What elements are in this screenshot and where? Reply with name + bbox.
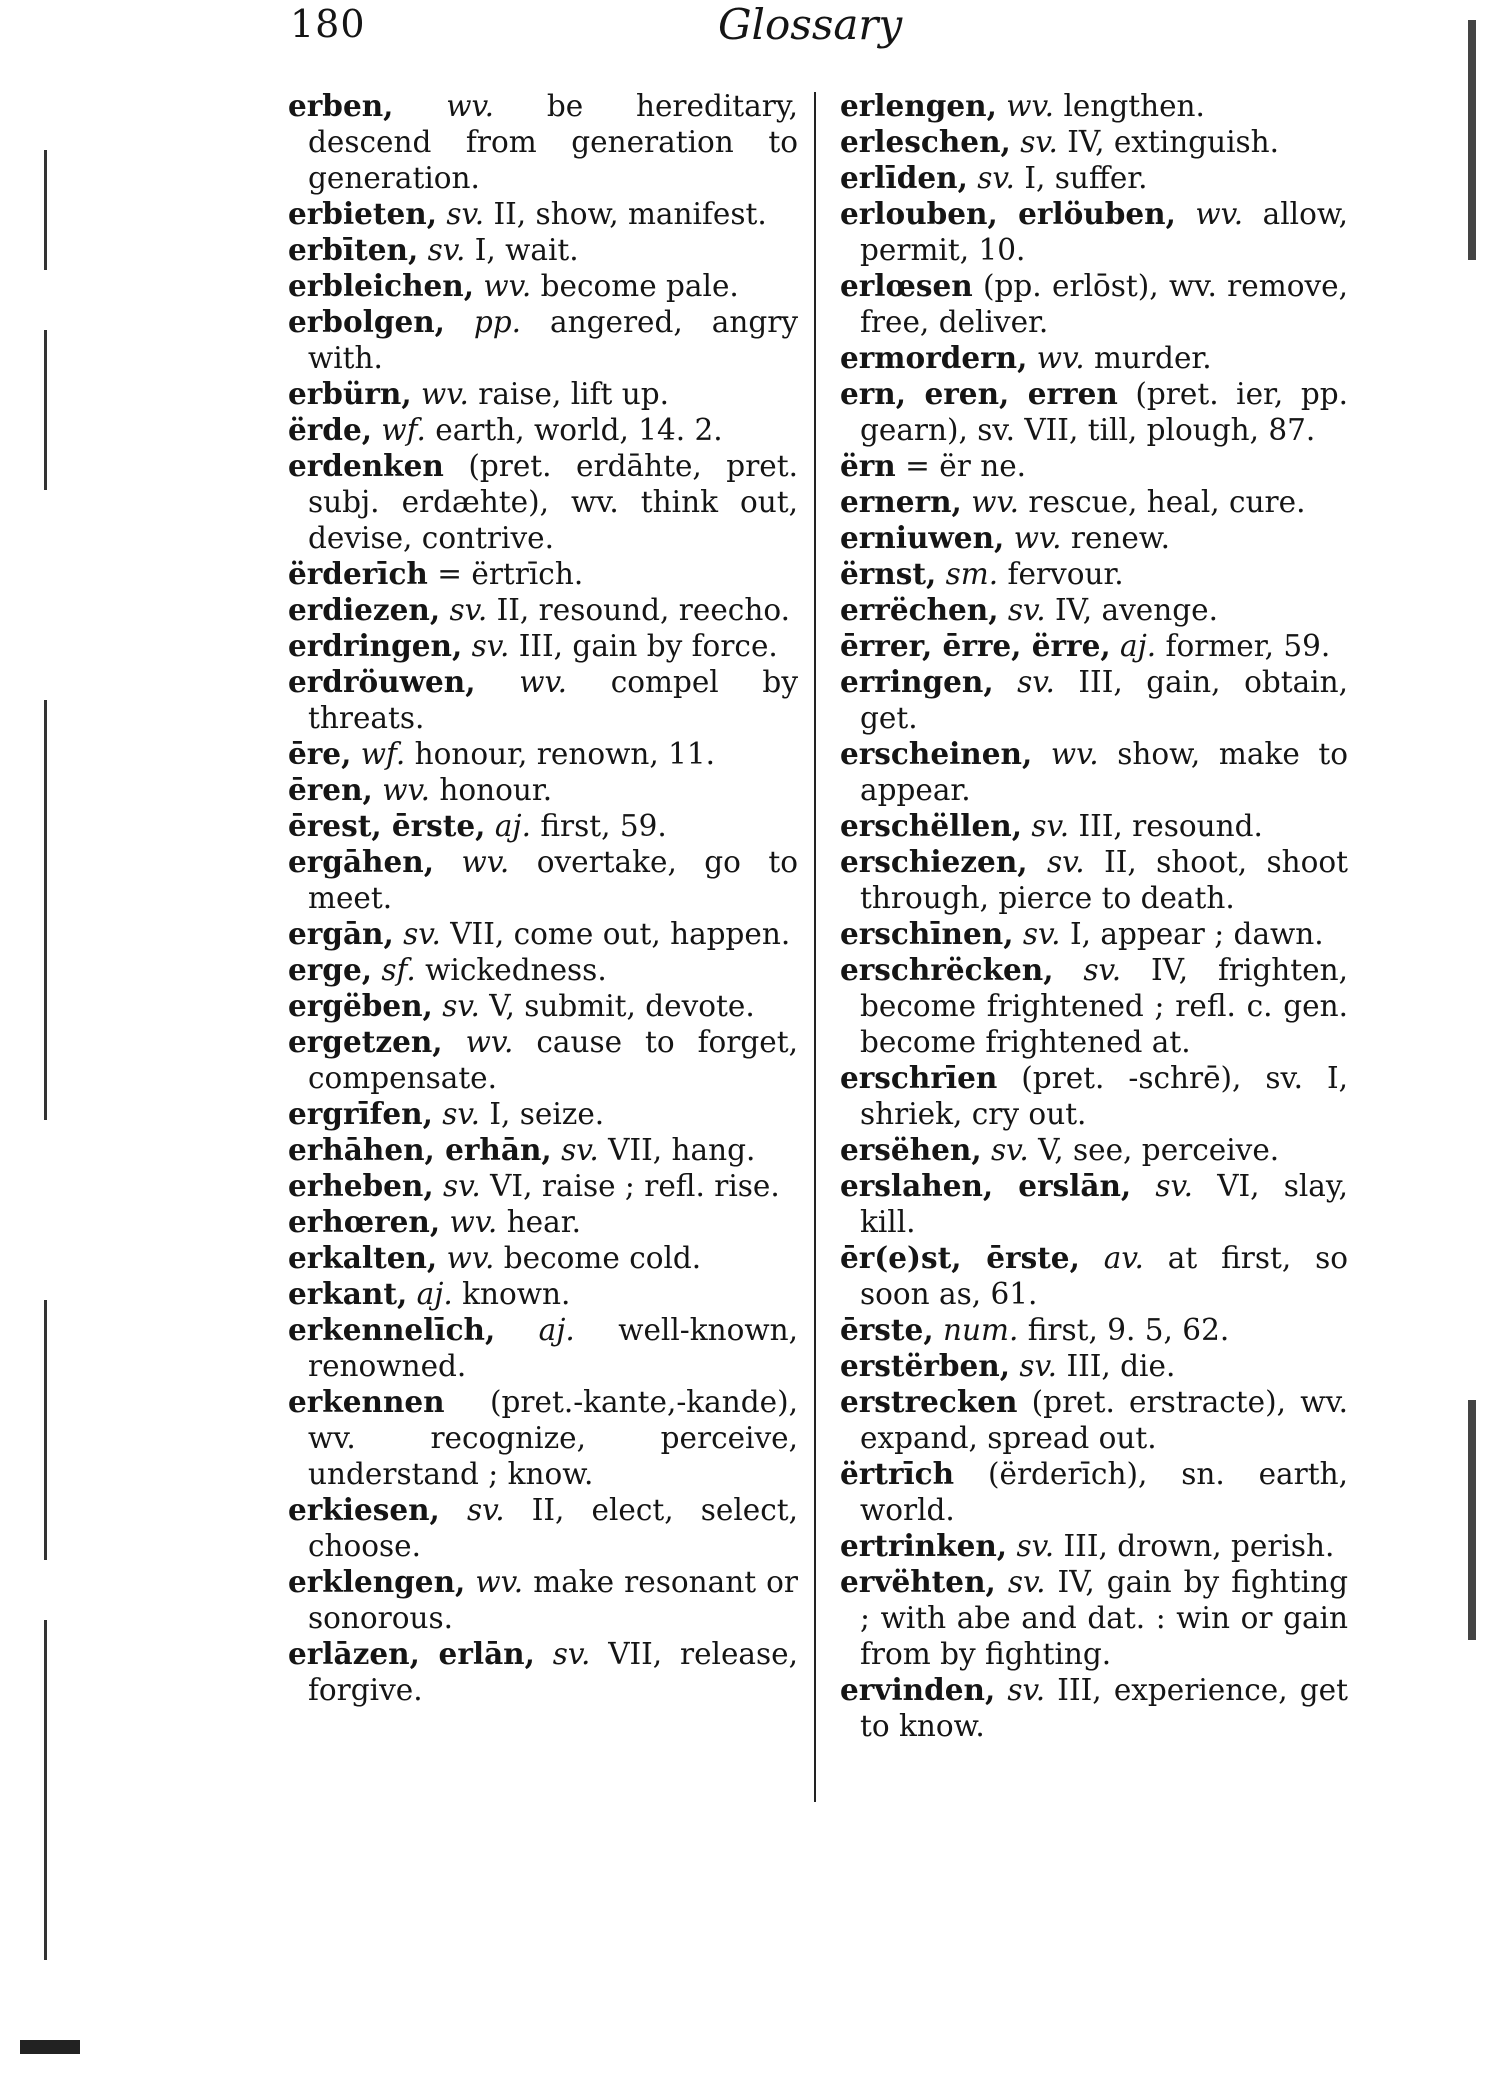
headword: erben, xyxy=(288,88,394,123)
glossary-entry xyxy=(288,1096,798,1132)
grammar-label: pp. xyxy=(473,305,522,339)
grammar-label: wv. xyxy=(421,377,469,411)
glossary-entry xyxy=(288,1240,798,1276)
definition: cause to forget, compensate. xyxy=(308,1025,798,1095)
grammar-label: sv. xyxy=(427,233,466,267)
grammar-label: sv. xyxy=(1007,1565,1046,1599)
glossary-entry xyxy=(288,304,798,376)
headword: ërderīch xyxy=(288,556,428,591)
definition: II, shoot, shoot through, pierce to death. xyxy=(860,845,1348,915)
glossary-entry xyxy=(288,268,798,304)
glossary-entry xyxy=(840,1168,1348,1240)
definition: VI, raise ; refl. rise. xyxy=(490,1169,780,1203)
headword: ērrer, ērre, ërre, xyxy=(840,628,1111,663)
glossary-entry xyxy=(288,1276,798,1312)
glossary-entry xyxy=(840,916,1348,952)
headword: erschiezen, xyxy=(840,844,1028,879)
glossary-entry xyxy=(840,664,1348,736)
definition: raise, lift up. xyxy=(478,377,669,411)
headword: ërnst, xyxy=(840,556,937,591)
headword: erbieten, xyxy=(288,196,438,231)
grammar-label: wf. xyxy=(360,737,406,771)
glossary-entry xyxy=(288,232,798,268)
grammar-label: wv. xyxy=(1013,521,1062,555)
glossary-entry xyxy=(840,952,1348,1060)
grammar-label: wv. xyxy=(475,1565,524,1599)
definition: allow, permit, 10. xyxy=(860,197,1348,267)
headword: erkennelīch, xyxy=(288,1312,496,1347)
definition: be hereditary, descend from generation to generation. xyxy=(308,89,798,195)
definition: = ër ne. xyxy=(905,449,1027,483)
glossary-entry xyxy=(288,88,798,196)
scan-margin-mark xyxy=(1468,1400,1476,1640)
headword: erkalten, xyxy=(288,1240,438,1275)
glossary-entry xyxy=(288,1132,798,1168)
headword: ēre, xyxy=(288,736,352,771)
headword: erhœren, xyxy=(288,1204,441,1239)
glossary-entry xyxy=(840,556,1348,592)
grammar-label: aj. xyxy=(416,1277,453,1311)
definition: angered, angry with. xyxy=(308,305,798,375)
headword: ergān, xyxy=(288,916,394,951)
definition: (pret.-kante,-kande), wv. recognize, perceive, understand ; know. xyxy=(308,1385,798,1491)
headword: erslahen, erslān, xyxy=(840,1168,1132,1203)
glossary-entry xyxy=(288,376,798,412)
headword: erringen, xyxy=(840,664,994,699)
grammar-label: aj. xyxy=(1120,629,1157,663)
page-number: 180 xyxy=(290,2,366,46)
glossary-entry xyxy=(288,1204,798,1240)
grammar-label: sv. xyxy=(1155,1169,1194,1203)
grammar-label: sv. xyxy=(1020,125,1058,159)
definition: VI, slay, kill. xyxy=(860,1169,1348,1239)
glossary-entry xyxy=(288,556,798,592)
definition: honour. xyxy=(439,773,553,807)
grammar-label: num. xyxy=(942,1313,1019,1347)
definition: I, seize. xyxy=(489,1097,605,1131)
headword: ern, eren, erren xyxy=(840,376,1118,411)
glossary-entry xyxy=(840,628,1348,664)
definition: (pret. erstracte), wv. expand, spread out. xyxy=(860,1385,1348,1455)
grammar-label: wv. xyxy=(465,1025,514,1059)
definition: well-known, renowned. xyxy=(308,1313,798,1383)
headword: erkiesen, xyxy=(288,1492,440,1527)
glossary-entry xyxy=(288,412,798,448)
definition: show, make to appear. xyxy=(860,737,1348,807)
grammar-label: sv. xyxy=(442,1097,480,1131)
definition: (ërderīch), sn. earth, world. xyxy=(860,1457,1348,1527)
glossary-entry xyxy=(288,916,798,952)
definition: murder. xyxy=(1093,341,1212,375)
headword: erniuwen, xyxy=(840,520,1005,555)
glossary-entry xyxy=(840,448,1348,484)
glossary-entry xyxy=(840,808,1348,844)
headword: erlengen, xyxy=(840,88,997,123)
grammar-label: aj. xyxy=(538,1313,575,1347)
headword: erlouben, erlöuben, xyxy=(840,196,1176,231)
scan-margin-mark xyxy=(44,1620,47,1960)
headword: erstërben, xyxy=(840,1348,1010,1383)
grammar-label: sv. xyxy=(1016,1529,1055,1563)
glossary-entry xyxy=(288,1492,798,1564)
grammar-label: sv. xyxy=(1046,845,1085,879)
definition: become cold. xyxy=(503,1241,702,1275)
grammar-label: sv. xyxy=(443,1169,481,1203)
glossary-entry xyxy=(840,124,1348,160)
headword: ërde, xyxy=(288,412,372,447)
grammar-label: sf. xyxy=(381,953,416,987)
headword: erstrecken xyxy=(840,1384,1018,1419)
definition: II, elect, select, choose. xyxy=(308,1493,798,1563)
definition: honour, renown, 11. xyxy=(414,737,716,771)
glossary-entry xyxy=(840,160,1348,196)
headword: erbolgen, xyxy=(288,304,445,339)
glossary-entry xyxy=(288,988,798,1024)
grammar-label: sv. xyxy=(449,593,488,627)
headword: erscheinen, xyxy=(840,736,1033,771)
definition: (pp. erlōst), wv. remove, free, deliver. xyxy=(860,269,1348,339)
glossary-entry xyxy=(288,1168,798,1204)
definition: IV, frighten, become frightened ; refl. c. gen. become frightened at. xyxy=(860,953,1348,1059)
headword: errëchen, xyxy=(840,592,999,627)
headword: erbīten, xyxy=(288,232,419,267)
grammar-label: wv. xyxy=(1006,89,1055,123)
grammar-label: wv. xyxy=(971,485,1019,519)
glossary-entry xyxy=(840,1384,1348,1456)
definition: III, drown, perish. xyxy=(1063,1529,1335,1563)
glossary-entry xyxy=(840,592,1348,628)
glossary-entry xyxy=(840,340,1348,376)
definition: known. xyxy=(462,1277,571,1311)
grammar-label: wv. xyxy=(446,1241,495,1275)
glossary-column-right xyxy=(840,88,1348,1744)
headword: ēr(e)st, ērste, xyxy=(840,1240,1080,1275)
glossary-entry xyxy=(288,952,798,988)
definition: IV, gain by fighting ; with abe and dat. : win or gain from by fighting. xyxy=(860,1565,1348,1671)
grammar-label: sv. xyxy=(1007,593,1046,627)
definition: first, 59. xyxy=(540,809,667,843)
grammar-label: wv. xyxy=(483,269,532,303)
definition: first, 9. 5, 62. xyxy=(1027,1313,1230,1347)
headword: ërn xyxy=(840,448,896,483)
definition: III, resound. xyxy=(1078,809,1263,843)
headword: erlīden, xyxy=(840,160,968,195)
definition: III, experience, get to know. xyxy=(860,1673,1348,1743)
glossary-entry xyxy=(288,592,798,628)
glossary-entry xyxy=(840,1564,1348,1672)
headword: erdröuwen, xyxy=(288,664,476,699)
headword: ergetzen, xyxy=(288,1024,443,1059)
definition: III, gain, obtain, get. xyxy=(860,665,1348,735)
headword: erschīnen, xyxy=(840,916,1014,951)
grammar-label: sv. xyxy=(471,629,510,663)
glossary-entry xyxy=(840,88,1348,124)
scan-margin-mark xyxy=(44,150,47,270)
headword: erleschen, xyxy=(840,124,1011,159)
headword: ērest, ērste, xyxy=(288,808,486,843)
definition: become pale. xyxy=(540,269,739,303)
grammar-label: sv. xyxy=(1083,953,1122,987)
headword: ervëhten, xyxy=(840,1564,996,1599)
definition: wickedness. xyxy=(425,953,607,987)
glossary-entry xyxy=(840,196,1348,268)
headword: ergrīfen, xyxy=(288,1096,433,1131)
definition: (pret. ier, pp. gearn), sv. VII, till, plough, 87. xyxy=(860,377,1348,447)
glossary-entry xyxy=(840,1528,1348,1564)
glossary-entry xyxy=(288,808,798,844)
definition: hear. xyxy=(506,1205,581,1239)
definition: (pret. erdāhte, pret. subj. erdæhte), wv. think out, devise, contrive. xyxy=(308,449,798,555)
headword: erlœsen xyxy=(840,268,973,303)
glossary-entry xyxy=(840,1348,1348,1384)
grammar-label: sv. xyxy=(403,917,441,951)
grammar-label: sv. xyxy=(442,989,480,1023)
definition: lengthen. xyxy=(1063,89,1205,123)
headword: ērste, xyxy=(840,1312,934,1347)
definition: fervour. xyxy=(1007,557,1124,591)
grammar-label: sv. xyxy=(466,1493,505,1527)
glossary-entry xyxy=(288,772,798,808)
glossary-entry xyxy=(840,736,1348,808)
grammar-label: wv. xyxy=(449,1205,498,1239)
glossary-entry xyxy=(840,1060,1348,1132)
headword: erdringen, xyxy=(288,628,463,663)
grammar-label: wv. xyxy=(1195,197,1244,231)
grammar-label: sv. xyxy=(977,161,1015,195)
glossary-entry xyxy=(288,448,798,556)
grammar-label: wv. xyxy=(1036,341,1085,375)
grammar-label: sv. xyxy=(552,1637,591,1671)
grammar-label: sv. xyxy=(446,197,485,231)
grammar-label: wf. xyxy=(381,413,426,447)
headword: erschrīen xyxy=(840,1060,998,1095)
headword: erge, xyxy=(288,952,372,987)
grammar-label: sv. xyxy=(1031,809,1070,843)
glossary-column-left xyxy=(288,88,798,1708)
headword: erschrëcken, xyxy=(840,952,1054,987)
glossary-entry xyxy=(288,628,798,664)
grammar-label: wv. xyxy=(519,665,567,699)
headword: ēren, xyxy=(288,772,373,807)
definition: II, resound, reecho. xyxy=(496,593,790,627)
column-divider xyxy=(814,92,816,1802)
glossary-entry xyxy=(840,1312,1348,1348)
definition: (pret. -schrē), sv. I, shriek, cry out. xyxy=(860,1061,1348,1131)
glossary-entry xyxy=(840,1132,1348,1168)
definition: make resonant or sonorous. xyxy=(308,1565,798,1635)
definition: rescue, heal, cure. xyxy=(1028,485,1306,519)
definition: VII, release, forgive. xyxy=(308,1637,798,1707)
headword: erheben, xyxy=(288,1168,434,1203)
definition: = ërtrīch. xyxy=(437,557,584,591)
scan-margin-mark xyxy=(44,700,47,1120)
glossary-entry xyxy=(840,520,1348,556)
glossary-entry xyxy=(288,1564,798,1636)
definition: I, wait. xyxy=(474,233,579,267)
definition: III, die. xyxy=(1066,1349,1176,1383)
headword: erschëllen, xyxy=(840,808,1022,843)
glossary-entry xyxy=(840,1672,1348,1744)
grammar-label: sm. xyxy=(945,557,999,591)
grammar-label: wv. xyxy=(446,89,495,123)
glossary-entry xyxy=(840,844,1348,916)
definition: I, suffer. xyxy=(1024,161,1148,195)
headword: erhāhen, erhān, xyxy=(288,1132,552,1167)
glossary-entry xyxy=(288,1024,798,1096)
definition: III, gain by force. xyxy=(518,629,778,663)
grammar-label: sv. xyxy=(1022,917,1061,951)
grammar-label: sv. xyxy=(1017,665,1055,699)
definition: at first, so soon as, 61. xyxy=(860,1241,1348,1311)
glossary-entry xyxy=(288,664,798,736)
glossary-entry xyxy=(288,1312,798,1384)
grammar-label: sv. xyxy=(991,1133,1029,1167)
glossary-entry xyxy=(840,1456,1348,1528)
headword: erdiezen, xyxy=(288,592,441,627)
headword: erlāzen, erlān, xyxy=(288,1636,535,1671)
grammar-label: sv. xyxy=(1019,1349,1058,1383)
glossary-entry xyxy=(840,484,1348,520)
headword: ersëhen, xyxy=(840,1132,982,1167)
scan-corner-mark xyxy=(20,2040,80,2054)
headword: ergāhen, xyxy=(288,844,434,879)
headword: ërtrīch xyxy=(840,1456,955,1491)
headword: erkennen xyxy=(288,1384,445,1419)
grammar-label: wv. xyxy=(461,845,510,879)
glossary-entry xyxy=(288,844,798,916)
headword: ertrinken, xyxy=(840,1528,1008,1563)
glossary-entry xyxy=(840,1240,1348,1312)
definition: compel by threats. xyxy=(308,665,798,735)
glossary-entry xyxy=(840,376,1348,448)
headword: ermordern, xyxy=(840,340,1028,375)
definition: VII, hang. xyxy=(608,1133,756,1167)
glossary-entry xyxy=(288,1384,798,1492)
headword: erdenken xyxy=(288,448,444,483)
scan-margin-mark xyxy=(44,330,47,490)
scan-margin-mark xyxy=(1468,20,1476,260)
headword: ervinden, xyxy=(840,1672,996,1707)
headword: ernern, xyxy=(840,484,962,519)
definition: former, 59. xyxy=(1165,629,1331,663)
grammar-label: sv. xyxy=(561,1133,599,1167)
definition: II, show, manifest. xyxy=(493,197,767,231)
headword: erbürn, xyxy=(288,376,412,411)
grammar-label: aj. xyxy=(494,809,531,843)
definition: V, submit, devote. xyxy=(489,989,755,1023)
headword: erklengen, xyxy=(288,1564,466,1599)
definition: renew. xyxy=(1070,521,1171,555)
grammar-label: av. xyxy=(1103,1241,1144,1275)
definition: IV, extinguish. xyxy=(1067,125,1280,159)
running-head: Glossary xyxy=(718,0,903,49)
grammar-label: wv. xyxy=(1050,737,1099,771)
headword: erkant, xyxy=(288,1276,408,1311)
definition: I, appear ; dawn. xyxy=(1069,917,1324,951)
scan-margin-mark xyxy=(44,1300,47,1560)
definition: V, see, perceive. xyxy=(1038,1133,1280,1167)
glossary-entry xyxy=(288,196,798,232)
glossary-entry xyxy=(840,268,1348,340)
glossary-entry xyxy=(288,736,798,772)
headword: erbleichen, xyxy=(288,268,475,303)
headword: ergëben, xyxy=(288,988,433,1023)
definition: earth, world, 14. 2. xyxy=(435,413,723,447)
grammar-label: sv. xyxy=(1007,1673,1046,1707)
definition: VII, come out, happen. xyxy=(450,917,791,951)
definition: IV, avenge. xyxy=(1055,593,1218,627)
grammar-label: wv. xyxy=(382,773,430,807)
definition: overtake, go to meet. xyxy=(308,845,798,915)
glossary-entry xyxy=(288,1636,798,1708)
